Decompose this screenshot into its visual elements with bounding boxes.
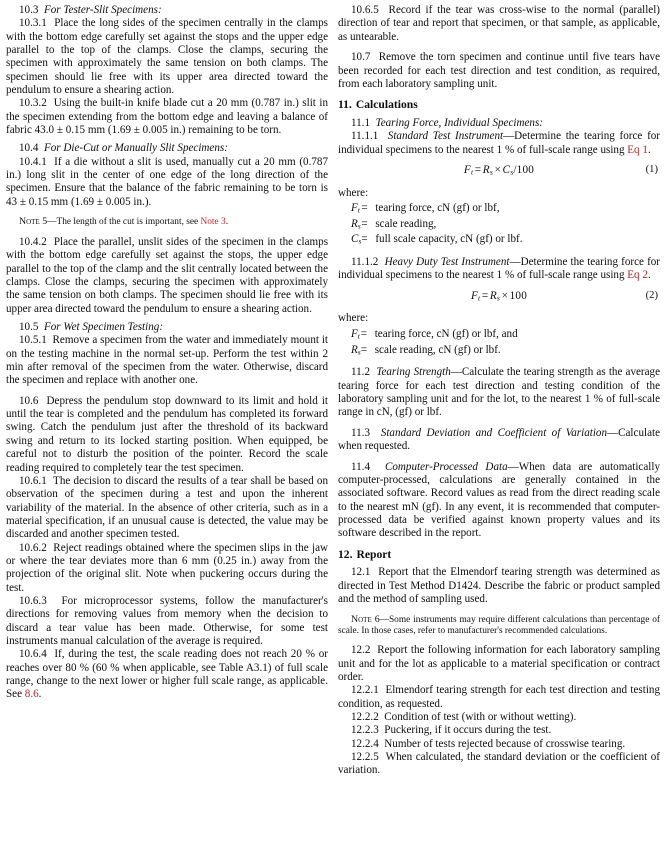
equals-sign: = [361, 217, 368, 230]
clause-text: Puckering, if it occurs during the test. [384, 724, 552, 737]
equation-2-body: $F_t = R_s \times 100$ [470, 290, 527, 303]
paragraph-10-7 [338, 51, 660, 91]
clause-text-tail: . [647, 269, 651, 282]
clause-text: Number of tests rejected because of crosswise tearing. [384, 737, 626, 750]
paragraph-10-6 [6, 395, 328, 475]
note-3-link[interactable]: Note 3 [200, 217, 226, 228]
symbol-definition: full scale capacity, cN (gf) or lbf. [375, 233, 523, 246]
note-text-tail: . [225, 217, 229, 228]
clause-text: When calculated, the standard deviation or the coefficient of variation. [338, 751, 660, 777]
left-column [6, 4, 328, 860]
paragraph-11-2 [338, 366, 660, 419]
paragraph-10-4-2 [6, 236, 328, 316]
clause-text: Using the built-in knife blade cut a 20 mm (0.787 in.) slit in the specimen extending from the bottom edge and leaving a balance of fabric 43.0 ± 0.15 mm (1.69 ± 0.005 in.) remaining to be torn. [6, 97, 328, 137]
clause-text-tail: . [38, 688, 42, 701]
note-6 [338, 614, 660, 638]
symbol-cs: $C_s$ [351, 233, 362, 246]
clause-number: 11.4 [351, 460, 371, 473]
paragraph-11-1-1 [338, 130, 660, 157]
equals-sign: = [361, 202, 368, 215]
equation-1-number: (1) [645, 164, 658, 176]
section-heading-12 [338, 548, 660, 561]
subheading-10-3 [6, 4, 328, 17]
where-row [338, 202, 522, 217]
clause-number: 10.6.4 [19, 648, 47, 661]
section-number: 12. [338, 547, 353, 561]
paragraph-12-2-1 [338, 684, 660, 711]
clause-number: 12.2 [351, 644, 371, 657]
where-row [338, 328, 518, 343]
clause-lead-italic: Computer-Processed Data [384, 460, 508, 473]
clause-text-tail: . [647, 143, 651, 156]
symbol-definition: tearing force, cN (gf) or lbf, [375, 202, 500, 215]
clause-lead-italic: Tearing Strength [376, 366, 451, 379]
paragraph-10-5-1 [6, 334, 328, 387]
note-label: Note 6 [351, 613, 380, 625]
note-text: —Some instruments may require different calculations than percentage of scale. In those cases, refer to manufacturer's recommended calculations. [338, 614, 660, 636]
clause-number: 10.3 [19, 4, 39, 16]
clause-number: 11.2 [351, 366, 371, 379]
paragraph-12-1 [338, 566, 660, 606]
clause-text: —Calculate the tearing strength as the average tearing force for each test direction and testing condition of the laboratory sampling unit and for the lot, to the nearest 1 % of full-scale range in cN, (gf) or lbf. [338, 366, 661, 419]
paragraph-10-6-1 [6, 475, 328, 542]
equals-sign: = [360, 343, 367, 356]
clause-lead-italic: Standard Deviation and Coefficient of Variation [380, 426, 608, 439]
symbol-definition: scale reading, [375, 217, 437, 230]
clause-title: For Tester-Slit Specimens: [43, 4, 162, 16]
clause-text: —Determine the tearing force for individual specimens to the nearest 1 % of full-scale range using [338, 130, 660, 156]
symbol-rs: $R_s$ [351, 343, 361, 357]
clause-number: 11.3 [351, 426, 371, 439]
equation-1 [338, 163, 660, 180]
paragraph-10-3-1 [6, 17, 328, 97]
paragraph-11-4 [338, 461, 660, 541]
clause-number: 12.2.3 [351, 724, 379, 737]
clause-text: Reject readings obtained where the specimen slips in the jaw or where the tear deviates more than 6 mm (0.25 in.) away from the projection of the original slit. Note when puckering occurs during the test. [6, 541, 329, 594]
clause-number: 10.5 [19, 320, 39, 333]
where-label-2: where: [338, 312, 369, 325]
clause-title: Tearing Force, Individual Specimens: [375, 116, 543, 129]
note-text: —The length of the cut is important, see [47, 217, 201, 228]
paragraph-10-4-1 [6, 156, 328, 209]
clause-text: Record if the tear was cross-wise to the normal (parallel) direction of tear and report that specimen, or that sample, as applicable, as untearable. [338, 4, 660, 43]
subheading-10-4 [6, 142, 328, 155]
clause-lead-italic: Heavy Duty Test Instrument [384, 255, 510, 268]
paragraph-10-6-3 [6, 595, 328, 648]
clause-number: 10.7 [351, 51, 371, 64]
clause-title: For Wet Specimen Testing: [43, 320, 164, 333]
right-column [338, 4, 660, 860]
clause-text: Remove the torn specimen and continue until five tears have been recorded for each test direction and test condition, as required, from each laboratory sampling unit. [338, 51, 661, 90]
clause-text: Place the long sides of the specimen centrally in the clamps with the bottom edge carefully set against the stops and the upper edge parallel to the top of the clamps. Close the clamps, securing the specimen with approximately the same tension on both clamps. The specimen should lie free with its upper area directed toward the pendulum to ensure a shearing action. [6, 17, 329, 97]
clause-lead-italic: Standard Test Instrument [387, 130, 504, 143]
eq-2-link[interactable]: Eq 2 [627, 269, 648, 282]
note-label: Note 5 [19, 216, 48, 228]
paragraph-12-2-4 [338, 738, 660, 751]
paragraph-12-2-2 [338, 711, 660, 724]
clause-number: 12.1 [351, 566, 371, 579]
clause-number: 10.6.5 [351, 4, 379, 16]
where-row [338, 344, 518, 359]
symbol-rs: $R_s$ [351, 217, 361, 231]
subheading-10-5 [6, 321, 328, 334]
clause-number: 10.6 [19, 394, 39, 407]
equation-2-number: (2) [645, 290, 658, 302]
clause-number: 10.6.1 [19, 474, 47, 487]
clause-text: Place the parallel, unslit sides of the specimen in the clamps with the bottom edge carefully set against the stops, the upper edge parallel to the top of the clamp and the slit centrally located between the clamps. Close the clamps, securing the specimen with approximately the same tension on both clamps. The specimen should lie free with its upper area directed toward the pendulum to ensure a shearing action. [6, 235, 329, 315]
clause-number: 11.1.2 [351, 255, 379, 268]
clause-number: 12.2.4 [351, 737, 379, 750]
clause-number: 12.2.2 [351, 711, 379, 724]
clause-number: 10.3.1 [19, 17, 47, 30]
where-label-1: where: [338, 186, 369, 199]
paragraph-12-2-5 [338, 751, 660, 778]
clause-text: For microprocessor systems, follow the manufacturer's directions for removing values from memory when the decision to discard a tear value has been made. Otherwise, for some test instruments manual calculation of the average is required. [6, 594, 329, 647]
paragraph-10-6-4 [6, 648, 328, 701]
paragraph-11-1-2 [338, 256, 660, 283]
clause-number: 10.6.2 [19, 541, 47, 554]
symbol-definition: scale reading, cN (gf) or lbf. [374, 343, 501, 356]
clause-text: Condition of test (with or without wetting). [384, 711, 577, 724]
eq-1-link[interactable]: Eq 1 [627, 143, 648, 156]
clause-text: Report the following information for each laboratory sampling unit and for the lot as applicable to a material specification or contract order. [338, 644, 660, 684]
clause-number: 11.1.1 [351, 130, 379, 143]
clause-text: The decision to discard the results of a tear shall be based on observation of the specimen during a test and upon the inherent variability of the material. In the absence of other criteria, such as in a material specification, if an unusual cause is detected, the value may be discarded and another specimen tested. [6, 474, 328, 541]
clause-number: 10.4.1 [19, 155, 47, 168]
clause-number: 12.2.5 [351, 751, 379, 764]
paragraph-10-3-2 [6, 97, 328, 137]
clause-title: For Die-Cut or Manually Slit Specimens: [43, 142, 228, 155]
clause-number: 10.6.3 [19, 594, 47, 607]
paragraph-10-6-2 [6, 542, 328, 595]
clause-number: 10.5.1 [19, 334, 47, 347]
where-row [338, 233, 522, 248]
where-row [338, 218, 522, 233]
section-title: Report [356, 547, 392, 561]
clause-text: Report that the Elmendorf tearing strength was determined as directed in Test Method D1424. Describe the fabric or product sampled and the method of sampling used. [338, 566, 660, 606]
section-number: 11. [338, 98, 352, 112]
clause-number: 10.3.2 [19, 97, 47, 110]
clause-number: 12.2.1 [351, 684, 379, 697]
where-list-1 [338, 202, 522, 248]
paragraph-12-2-3 [338, 724, 660, 737]
equation-2 [338, 289, 660, 306]
clause-text: If, during the test, the scale reading does not reach 20 % or reaches over 80 % (60 % when applicable, see Table A3.1) of full scale range, change to the next lower or higher full scale range, as applicable. See [6, 648, 329, 701]
clause-text: Elmendorf tearing strength for each test direction and testing condition, as requested. [338, 684, 660, 710]
paragraph-12-2 [338, 644, 660, 684]
paragraph-11-3 [338, 427, 660, 454]
section-8-6-link[interactable]: 8.6 [24, 688, 39, 701]
equals-sign: = [360, 328, 367, 341]
clause-text: If a die without a slit is used, manually cut a 20 mm (0.787 in.) long slit in the center of one edge of the long direction of the specimen. Ensure that the balance of the fabric remaining to be torn is 43 ± 0.15 mm (1.69 ± 0.005 in.). [6, 155, 328, 208]
clause-text: —Calculate when requested. [338, 426, 660, 453]
two-column-layout [6, 4, 664, 860]
clause-text: Remove a specimen from the water and immediately mount it on the testing machine in the normal set-up. Perform the test within 2 min after removal of the specimen from the water. Otherwise, discard the specimen and replace with another one. [6, 334, 329, 387]
equation-1-body: $F_t = R_s \times C_s/100$ [463, 164, 535, 178]
clause-text: —When data are automatically computer-processed, calculations are generally contained in the associated software. Record values as read from the direct reading scale to the nearest mN (gf). In any event, it is recommended that computer-processed data be verified against known property values and its software described in the report. [338, 460, 660, 540]
paragraph-10-6-5 [338, 4, 660, 44]
clause-number: 10.4 [19, 142, 39, 155]
equals-sign: = [361, 233, 368, 246]
clause-number: 10.4.2 [19, 235, 47, 248]
clause-text: —Determine the tearing force for individual specimens to the nearest 1 % of full-scale range using [338, 255, 661, 282]
subheading-11-1 [338, 117, 660, 130]
clause-text: Depress the pendulum stop downward to its limit and hold it until the tear is completed and the pendulum has completed its forward swing. Catch the pendulum just after the threshold of its backward swing and return to its locked starting position. When equipped, be careful not to disturb the position of the pointer. Record the scale reading required to completely tear the test specimen. [6, 394, 328, 474]
section-title: Calculations [355, 98, 418, 112]
section-heading-11 [338, 98, 660, 111]
where-list-2 [338, 328, 518, 359]
symbol-ft: $F_t$ [351, 202, 360, 216]
clause-number: 11.1 [351, 116, 371, 129]
symbol-ft: $F_t$ [351, 328, 360, 341]
symbol-definition: tearing force, cN (gf) or lbf, and [374, 328, 518, 341]
note-5 [6, 216, 328, 228]
